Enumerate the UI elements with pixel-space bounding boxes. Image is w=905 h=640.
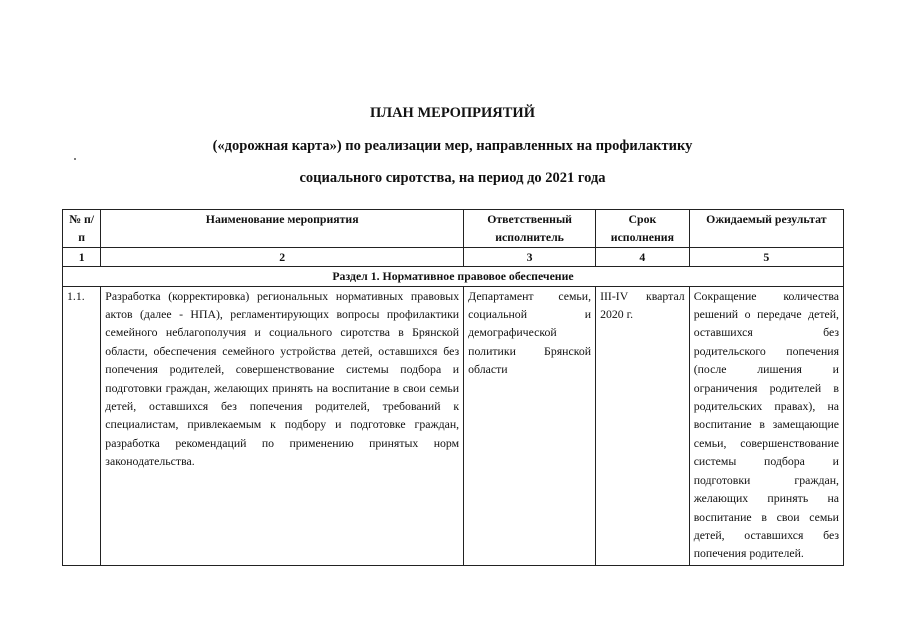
- header-term: Срок исполнения: [596, 210, 690, 248]
- column-number: 1: [63, 247, 101, 266]
- table-row: [63, 286, 844, 565]
- header-number: № п/п: [63, 210, 101, 248]
- row-number: 1.1.: [63, 286, 101, 565]
- document-title: ПЛАН МЕРОПРИЯТИЙ: [370, 105, 535, 121]
- column-number: 5: [689, 247, 843, 266]
- column-number: 2: [101, 247, 464, 266]
- column-number-row: [63, 247, 844, 266]
- row-term: III-IV квартал 2020 г.: [596, 286, 690, 565]
- document-subtitle-line-1: («дорожная карта») по реализации мер, направленных на профилактику: [212, 138, 693, 154]
- section-title: Раздел 1. Нормативное правовое обеспечение: [63, 267, 844, 286]
- header-row: [63, 210, 844, 248]
- plan-table: [62, 209, 844, 566]
- section-row: [63, 267, 844, 286]
- scan-speck: [74, 158, 76, 160]
- column-number: 3: [464, 247, 596, 266]
- header-expected-result: Ожидаемый результат: [689, 210, 843, 248]
- row-responsible: Департамент семьи, социальной и демографической политики Брянской области: [464, 286, 596, 565]
- header-activity-name: Наименование мероприятия: [101, 210, 464, 248]
- row-expected-result: Сокращение количества решений о передаче детей, оставшихся без родительского попечения (после лишения и ограничения родителей в родительских правах), на воспитание в замещающие семьи, совершенствование системы подбора и подготовки граждан, желающих принять на воспитание в свои семьи детей, оставшихся без попечения родителей.: [689, 286, 843, 565]
- column-number: 4: [596, 247, 690, 266]
- document-subtitle-line-2: социального сиротства, на период до 2021 года: [299, 170, 606, 186]
- row-activity-name: Разработка (корректировка) региональных нормативных правовых актов (далее - НПА), регламентирующих вопросы профилактики семейного неблагополучия и социального сиротства в Брянской области, обеспечения семейного устройства детей, оставшихся без попечения родителей, совершенствование системы подбора и подготовки граждан, желающих принять на воспитание в свои семьи детей, оставшихся без попечения родителей, требований к специалистам, привлекаемым к подбору и подготовке граждан, разработка рекомендаций по применению принятых норм законодательства.: [101, 286, 464, 565]
- header-responsible: Ответственный исполнитель: [464, 210, 596, 248]
